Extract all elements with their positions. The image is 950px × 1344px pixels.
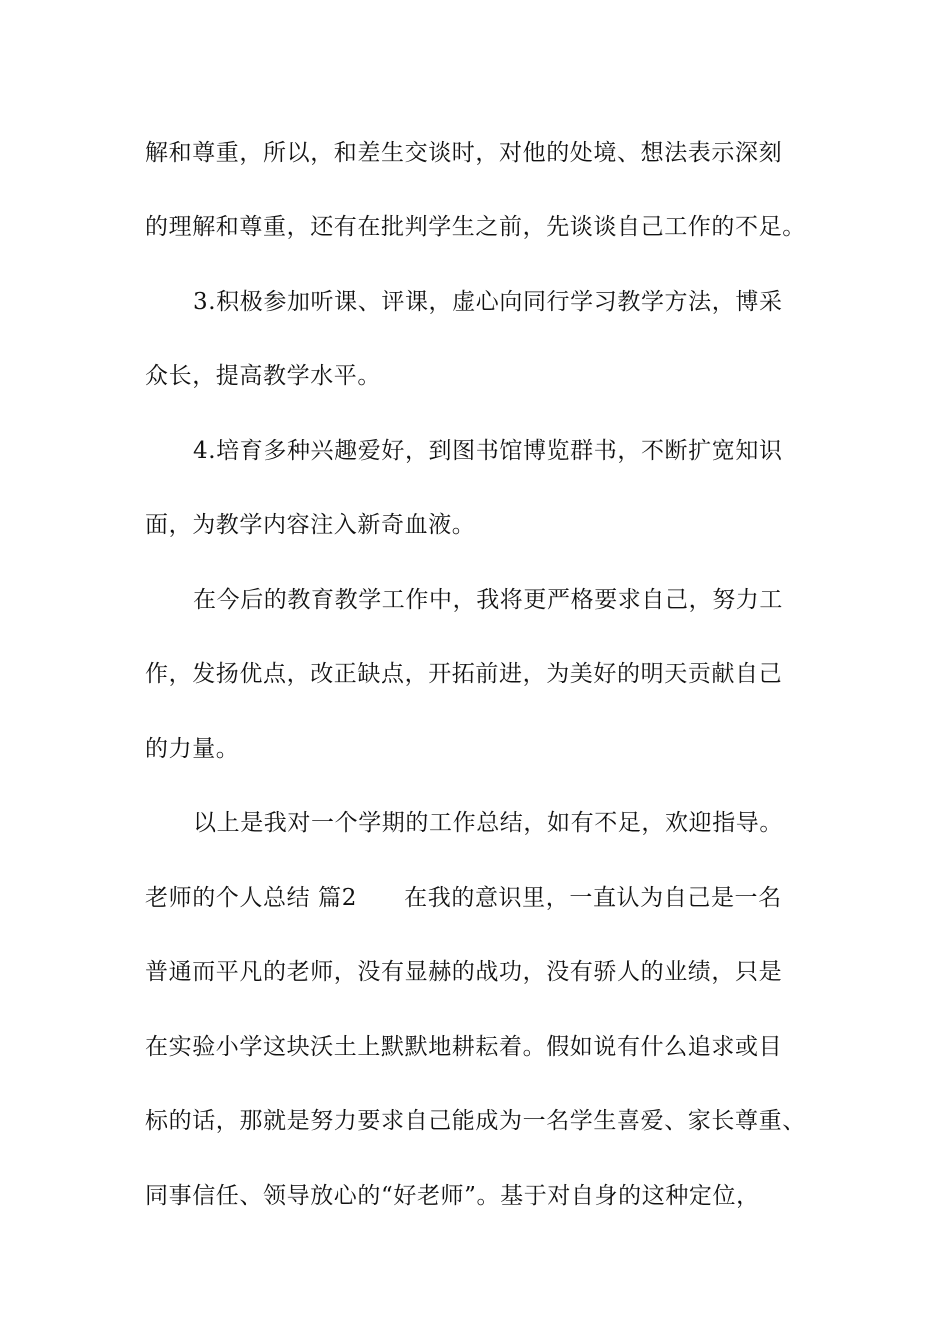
- text-line: 在今后的教育教学工作中，我将更严格要求自己，努力工: [193, 587, 783, 613]
- section-heading-line: 老师的个人总结 篇2 在我的意识里，一直认为自己是一名: [145, 885, 782, 911]
- text-line: 作，发扬优点，改正缺点，开拓前进，为美好的明天贡献自己: [145, 661, 783, 687]
- text-line: 4.培育多种兴趣爱好，到图书馆博览群书，不断扩宽知识: [193, 438, 783, 464]
- text-line: 3.积极参加听课、评课，虚心向同行学习教学方法，博采: [193, 289, 783, 315]
- text-line: 的力量。: [145, 736, 240, 762]
- text-line: 在实验小学这块沃土上默默地耕耘着。假如说有什么追求或目: [145, 1034, 783, 1060]
- text-line: 普通而平凡的老师，没有显赫的战功，没有骄人的业绩，只是: [145, 959, 783, 985]
- text-line: 面，为教学内容注入新奇血液。: [145, 512, 476, 538]
- text-line: 众长，提高教学水平。: [145, 363, 381, 389]
- text-line: 以上是我对一个学期的工作总结，如有不足，欢迎指导。: [193, 810, 783, 836]
- text-line: 的理解和尊重，还有在批判学生之前，先谈谈自己工作的不足。: [145, 214, 806, 240]
- text-line: 标的话，那就是努力要求自己能成为一名学生喜爱、家长尊重、: [145, 1108, 806, 1134]
- text-line: 同事信任、领导放心的“好老师”。基于对自身的这种定位，: [145, 1183, 760, 1209]
- text-line: 解和尊重，所以，和差生交谈时，对他的处境、想法表示深刻: [145, 140, 783, 166]
